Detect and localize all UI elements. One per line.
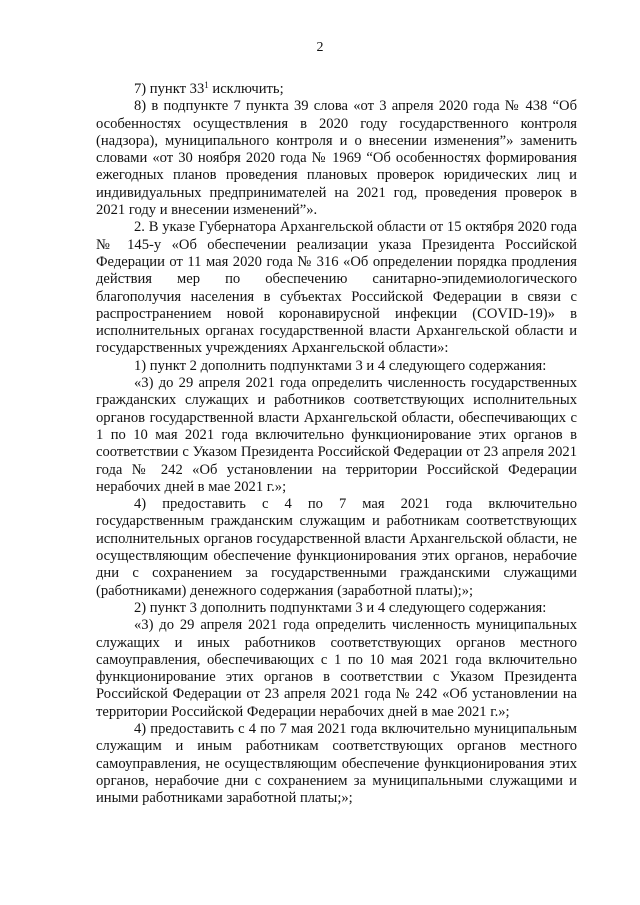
paragraph-subitem-2-3: «3) до 29 апреля 2021 года определить численность муниципальных служащих и иных работников соответствующих органов местного самоуправления, обеспечивающих с 1 по 10 мая 2021 года включительно функционирование этих органов в соответствии с Указом Президента Российской Федерации от 23 апреля 2021 года № 242 «Об установлении на территории Российской Федерации нерабочих дней в мае 2021 г.»; bbox=[96, 617, 577, 720]
paragraph-item-8: 8) в подпункте 7 пункта 39 слова «от 3 апреля 2020 года № 438 “Об особенностях осуществления в 2020 году государственного контроля (надзора), муниципального контроля и о внесении изменения”» заменить словами «от 30 ноября 2020 года № 1969 “Об особенностях формирования ежегодных планов проведения плановых проверок юридических лиц и индивидуальных предпринимателей на 2021 год, проведения проверок в 2021 году и внесении изменений”». bbox=[96, 98, 577, 219]
paragraph-subitem-1-4: 4) предоставить с 4 по 7 мая 2021 года включительно государственным гражданским служащим и работникам соответствующих исполнительных органов государственной власти Архангельской области, не осуществляющим обеспечение функционирования этих органов, нерабочие дни с сохранением за государственными гражданскими служащими (работниками) денежного содержания (заработной платы);»; bbox=[96, 496, 577, 599]
paragraph-subitem-1-3: «3) до 29 апреля 2021 года определить численность государственных гражданских служащих и работников соответствующих исполнительных органов государственной власти Архангельской области, обеспечивающих с 1 по 10 мая 2021 года включительно функционирование этих органов в соответствии с Указом Президента Российской Федерации от 23 апреля 2021 года № 242 «Об установлении на территории Российской Федерации нерабочих дней в мае 2021 г.»; bbox=[96, 375, 577, 495]
document-body bbox=[96, 81, 577, 807]
paragraph-subitem-2: 2) пункт 3 дополнить подпунктами 3 и 4 следующего содержания: bbox=[134, 599, 547, 616]
paragraph-section-2: 2. В указе Губернатора Архангельской области от 15 октября 2020 года № 145-у «Об обеспечении реализации указа Президента Российской Федерации от 11 мая 2020 года № 316 «Об определении порядка продления действия мер по обеспечению санитарно-эпидемиологического благополучия населения в субъектах Российской Федерации в связи с распространением новой коронавирусной инфекции (COVID-19)» в исполнительных органах государственной власти Архангельской области и государственных учреждениях Архангельской области»: bbox=[96, 219, 577, 357]
paragraph-subitem-2-4: 4) предоставить с 4 по 7 мая 2021 года включительно муниципальным служащим и иным работникам соответствующих органов местного самоуправления, не осуществляющим обеспечение функционирования этих органов, нерабочие дни с сохранением за муниципальными служащими и иными работниками заработной платы;»; bbox=[96, 720, 577, 807]
item-7-superscript: 1 bbox=[204, 80, 209, 90]
page-number: 2 bbox=[316, 40, 324, 55]
paragraph-item-7 bbox=[96, 81, 577, 98]
item-7-suffix: исключить; bbox=[208, 81, 284, 97]
paragraph-subitem-1: 1) пункт 2 дополнить подпунктами 3 и 4 следующего содержания: bbox=[134, 357, 547, 374]
item-7-text: 7) пункт 33 bbox=[134, 81, 205, 97]
